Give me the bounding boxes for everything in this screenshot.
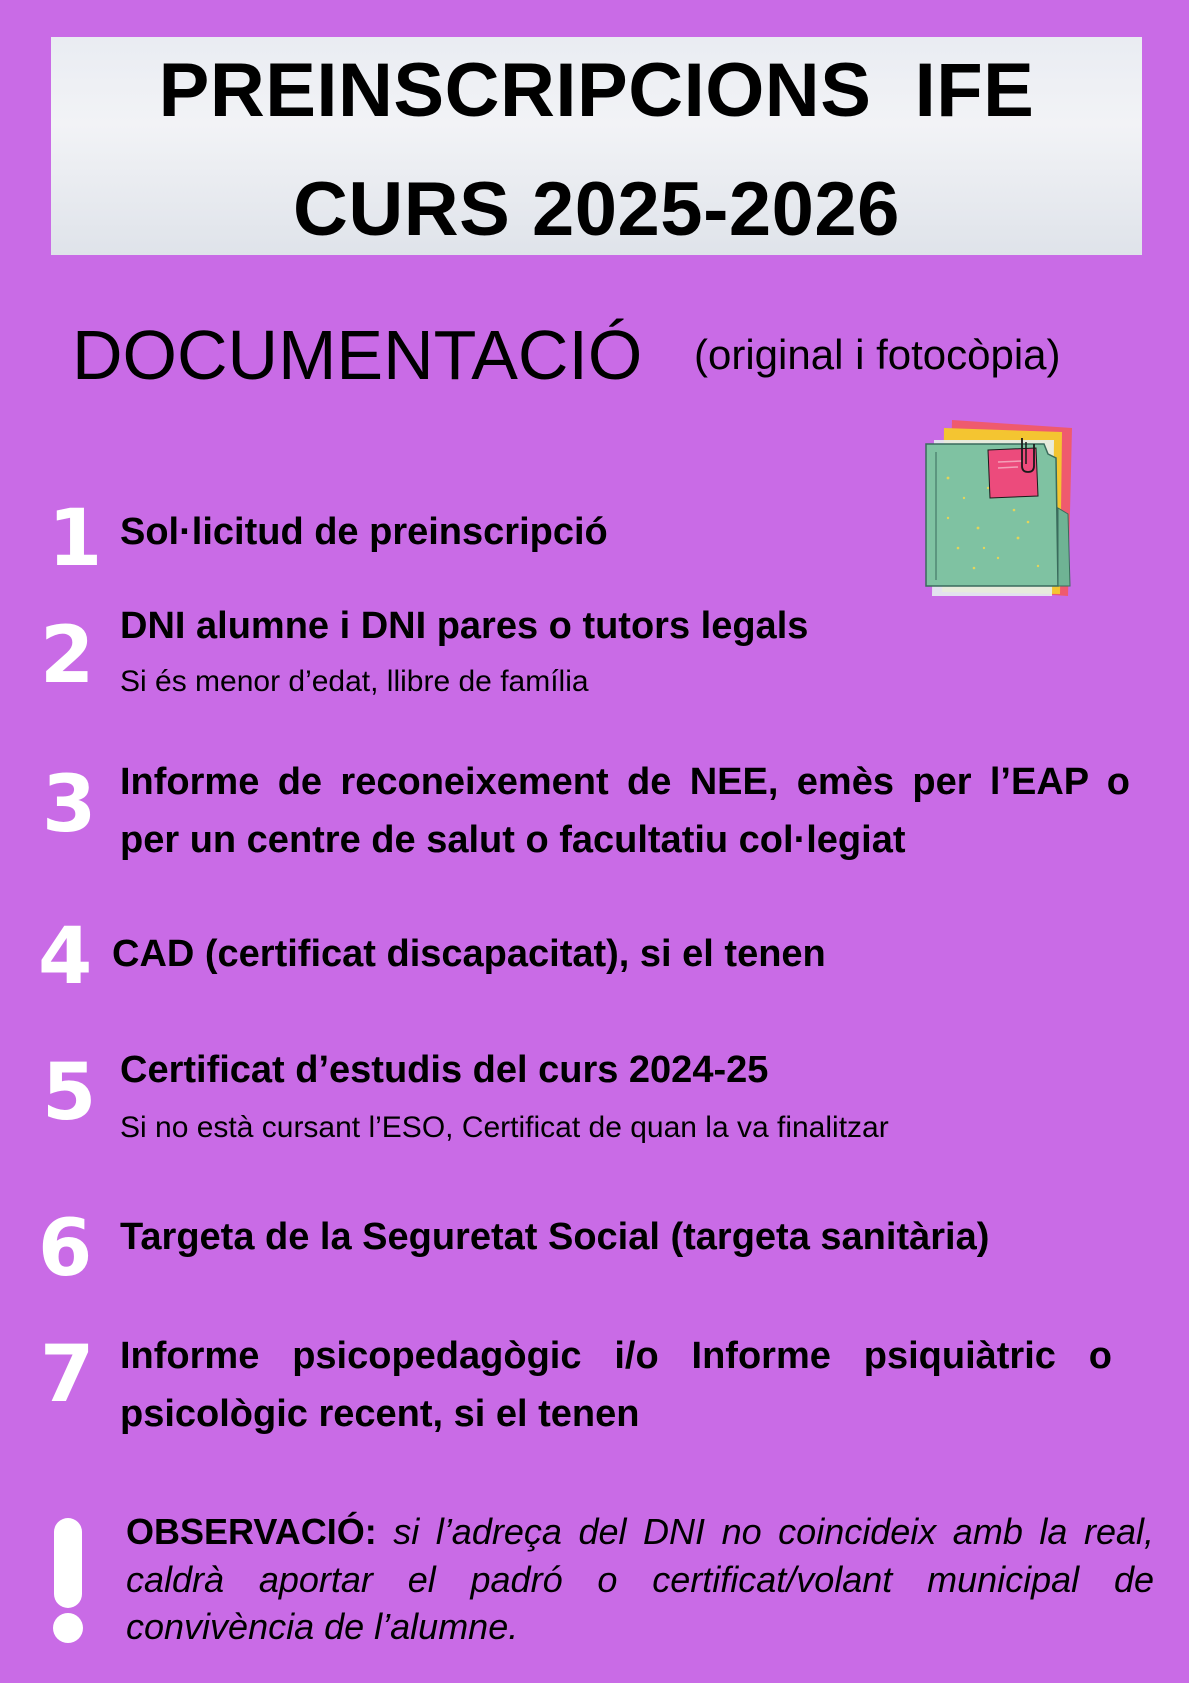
item-number-3: 3 — [42, 760, 97, 850]
item-5-title: Certificat d’estudis del curs 2024-25 — [120, 1049, 769, 1091]
item-3-title: Informe de reconeixement de NEE, emès per l’EAP o per un centre de salut o facultatiu col·legiat — [120, 761, 1130, 861]
header-banner — [51, 37, 1142, 255]
item-number-4: 4 — [38, 912, 93, 1002]
item-2-title: DNI alumne i DNI pares o tutors legals — [120, 605, 809, 647]
item-7-title: Informe psicopedagògic i/o Informe psiquiàtric o psicològic recent, si el tenen — [120, 1335, 1112, 1435]
item-number-7: 7 — [40, 1330, 95, 1420]
exclamation-icon — [50, 1518, 86, 1644]
observation-text: si l’adreça del DNI no coincideix amb la real, caldrà aportar el padró o certificat/volant municipal de convivència de l’alumne. — [126, 1511, 1154, 1648]
header-title-line-1: PREINSCRIPCIONS IFE — [158, 48, 1035, 133]
item-number-2: 2 — [40, 611, 95, 701]
item-6-title: Targeta de la Seguretat Social (targeta sanitària) — [120, 1216, 990, 1258]
folder-with-notes-icon — [918, 418, 1074, 600]
item-5-note: Si no està cursant l’ESO, Certificat de quan la va finalitzar — [120, 1111, 889, 1144]
item-2-note: Si és menor d’edat, llibre de família — [120, 665, 589, 698]
documentation-subtitle: (original i fotocòpia) — [694, 331, 1061, 378]
item-1-title: Sol·licitud de preinscripció — [120, 511, 608, 553]
item-number-1: 1 — [48, 494, 103, 584]
item-number-6: 6 — [38, 1204, 93, 1294]
item-number-5: 5 — [42, 1048, 97, 1138]
header-title-line-2: CURS 2025-2026 — [293, 167, 900, 252]
documentation-title: DOCUMENTACIÓ — [72, 316, 643, 394]
observation-note — [126, 1508, 1154, 1651]
item-4-title: CAD (certificat discapacitat), si el tenen — [112, 933, 826, 975]
observation-label: OBSERVACIÓ: — [126, 1511, 377, 1552]
